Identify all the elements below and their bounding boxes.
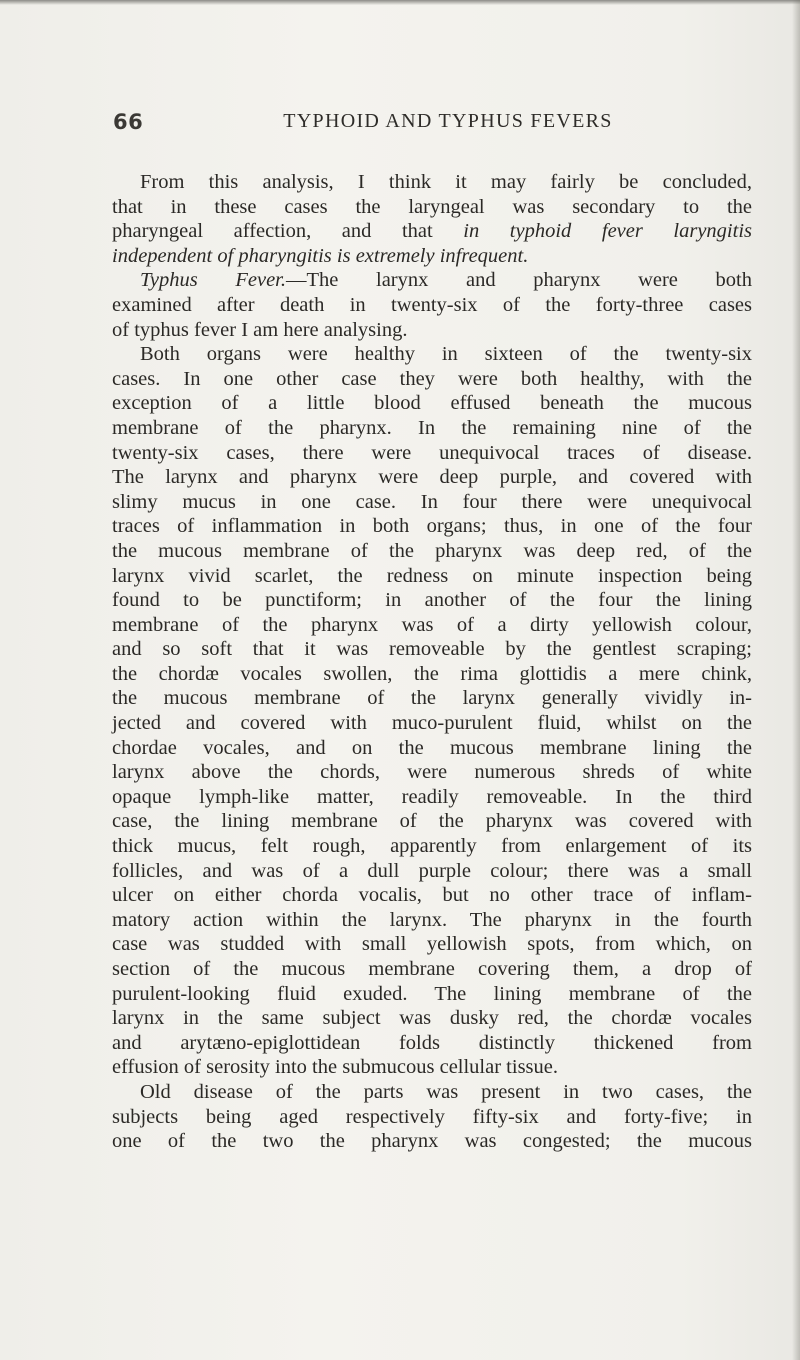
text-line: matory action within the larynx. The pharynx in the fourth <box>112 908 752 931</box>
body-text <box>112 170 752 1154</box>
section-heading: Typhus Fever. <box>140 269 286 292</box>
text-line: case was studded with small yellowish spots, from which, on <box>112 933 752 956</box>
text-line: follicles, and was of a dull purple colour; there was a small <box>112 859 752 882</box>
text-line <box>112 219 752 244</box>
text-line: and arytæno-epiglottidean folds distinctly thickened from <box>112 1031 752 1054</box>
text-span: —The larynx and pharynx were both <box>286 269 752 292</box>
text-line: exception of a little blood effused beneath the mucous <box>112 392 752 415</box>
text-line: chordae vocales, and on the mucous membrane lining the <box>112 736 752 759</box>
text-line: thick mucus, felt rough, apparently from enlargement of its <box>112 835 752 858</box>
page-header <box>113 110 753 140</box>
text-line: cases. In one other case they were both healthy, with the <box>112 367 752 390</box>
text-line: From this analysis, I think it may fairly be concluded, <box>140 171 752 193</box>
text-line <box>112 268 752 293</box>
text-line: subjects being aged respectively fifty-six and forty-five; in <box>112 1105 752 1128</box>
text-line: of typhus fever I am here analysing. <box>112 318 408 341</box>
text-line: twenty-six cases, there were unequivocal traces of disease. <box>112 441 752 464</box>
text-line: ulcer on either chorda vocalis, but no other trace of inflam- <box>112 884 752 907</box>
text-line: examined after death in twenty-six of the forty-three cases <box>112 293 752 316</box>
text-line: membrane of the pharynx. In the remaining nine of the <box>112 416 752 439</box>
text-line: that in these cases the laryngeal was secondary to the <box>112 195 752 218</box>
text-line: independent of pharyngitis is extremely infrequent. <box>112 244 529 267</box>
text-line: larynx above the chords, were numerous shreds of white <box>112 761 752 784</box>
page-right-edge-shadow <box>792 0 800 1360</box>
text-line: section of the mucous membrane covering them, a drop of <box>112 958 752 980</box>
text-line: Old disease of the parts was present in two cases, the <box>140 1080 752 1103</box>
text-line: The larynx and pharynx were deep purple, and covered with <box>112 466 752 489</box>
text-line: effusion of serosity into the submucous cellular tissue. <box>112 1056 558 1079</box>
text-line: opaque lymph-like matter, readily removeable. In the third <box>112 785 752 808</box>
text-line: case, the lining membrane of the pharynx was covered with <box>112 810 752 833</box>
running-head: TYPHOID AND TYPHUS FEVERS <box>283 110 613 132</box>
text-line: jected and covered with muco-purulent fluid, whilst on the <box>112 712 752 735</box>
italic-text: in typhoid fever laryngitis <box>463 220 752 243</box>
page-number: 66 <box>113 110 144 134</box>
text-line: purulent-looking fluid exuded. The lining membrane of the <box>112 982 752 1005</box>
text-line: found to be punctiform; in another of the four the lining <box>112 589 752 612</box>
text-line: the mucous membrane of the pharynx was deep red, of the <box>112 539 752 562</box>
text-line: slimy mucus in one case. In four there were unequivocal <box>112 490 752 513</box>
page-top-edge <box>0 0 800 5</box>
text-line: and so soft that it was removeable by the gentlest scraping; <box>112 638 752 661</box>
text-line: traces of inflammation in both organs; thus, in one of the four <box>112 515 752 538</box>
text-line: the chordæ vocales swollen, the rima glottidis a mere chink, <box>112 662 752 685</box>
text-line: one of the two the pharynx was congested; the mucous <box>112 1130 752 1153</box>
text-line: larynx vivid scarlet, the redness on minute inspection being <box>112 564 752 587</box>
text-line: the mucous membrane of the larynx generally vividly in- <box>112 687 752 710</box>
text-line: membrane of the pharynx was of a dirty yellowish colour, <box>112 613 752 636</box>
text-span: pharyngeal affection, and that <box>112 220 433 243</box>
text-line: Both organs were healthy in sixteen of the twenty-six <box>140 343 752 366</box>
text-line: larynx in the same subject was dusky red, the chordæ vocales <box>112 1007 752 1030</box>
